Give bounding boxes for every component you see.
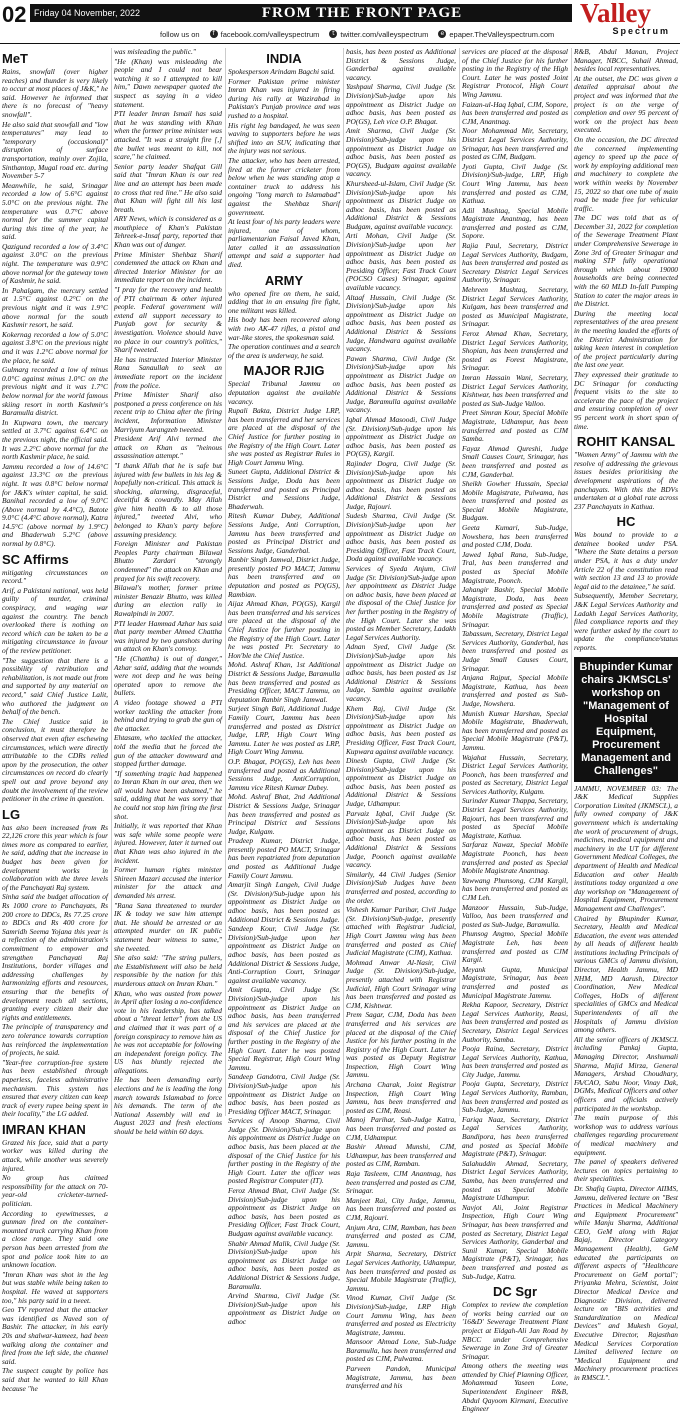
article-paragraph: Former human rights minister Shireen Mazari accused the interior minister for the attack and demanded his arrest. — [114, 865, 222, 900]
column-4 — [346, 47, 456, 1391]
article-paragraph: "Year-free corruption-free system has been established through paperless, faceless administrative mechanism. This system has ensured that every citizen can keep track of every rupee being spent in their locality," the LG added. — [2, 1057, 108, 1119]
column-5 — [462, 47, 568, 1414]
article-paragraph: The attacker, who has been arrested, fired at the former cricketer from below when he was standing atop a container truck to address his ongoing "long march to Islamabad" against the Shehbaz Sharif government. — [228, 155, 340, 217]
article-paragraph: Manzoor Hussain, Sub-Judge, Valloo, has been transferred and posted as Sub-Judge, Baramulla. — [462, 902, 568, 929]
article-paragraph: Senior party leader Shafqat Gill said that "Imran Khan is our red line and an attempt has been made to cross that red line." He also said that Khan will fight till his last breath. — [114, 161, 222, 214]
facebook-icon: f — [210, 30, 218, 38]
article-paragraph: Pawan Sharma, Civil Judge (Sr. Division)/Sub-judge upon his appointment as District Judge on adhoc basis, has been posted as Additional District & Sessions Judge, Baramulla against available vacancy. — [346, 353, 456, 415]
article-paragraph: Preet Simran Kour, Special Mobile Magistrate, Udhampur, has been transferred and posted as CJM Samba. — [462, 408, 568, 444]
article-paragraph: "I thank Allah that he is safe but injured with few bullets in his leg & hopefully non-critical. This attack is shocking, alarming, disgraceful, deceitful & cowardly. May Allah give him health & to all those injured," tweeted Alvi, who belonged to Khan's party before assuming presidency. — [114, 460, 222, 539]
article-paragraph: Khan, who was ousted from power in April after losing a no-confidence vote in his leadership, has talked about a "threat letter" from the US and claimed that it was part of a foreign conspiracy to remove him as he was not acceptable for following an independent foreign policy. The US has bluntly rejected the allegations. — [114, 988, 222, 1075]
article-paragraph: Mansoor Ahmad Lone, Sub-Judge Baramulla, has been transferred and posted as CJM, Pulwama. — [346, 1337, 456, 1364]
article-heading: HC — [616, 514, 636, 530]
article-paragraph: According to eyewitnesses, a gunman fired on the container-mounted truck carrying Khan from a close range. They said one person has been arrested from the spot and police took him to an unknown location. — [2, 1208, 108, 1270]
article-paragraph: Anjana Rajput, Special Mobile Magistrate, Kathua, has been transferred and posted as Sub-Judge, Nowshera. — [462, 673, 568, 708]
article-paragraph: Surjeet Singh Bali, Additional Judge Family Court, Jammu has been transferred and posted as District Judge, LRP, High Court Wing Jammu. Later he was posted as LRP, High Court Wing Jammu. — [228, 704, 340, 757]
article-paragraph: Amarjit Singh Langeh, Civil Judge (Sr. Division)/Sub-judge upon his appointment as District Judge on adhoc basis, has been posted as Additional District & Sessions Judge. — [228, 880, 340, 924]
column-2 — [114, 47, 222, 1137]
article-paragraph: Parveen Pandoh, Municipal Magistrate, Jammu, has been transferred and his — [346, 1364, 456, 1391]
article-paragraph: At least four of his party leaders were injured, one of whom, parliamentarian Faisal Javed Khan, later called it an assassination attempt and said a supporter had died. — [228, 217, 340, 270]
column-1 — [2, 48, 108, 1393]
article-paragraph: The operation continues and a search of the area is underway, he said. — [228, 342, 340, 360]
article-paragraph: Khem Raj, Civil Judge (Sr. Division)/Sub-judge upon his appointment as District Judge on adhoc basis, has been posted as Presiding Officer, Fast Track Court, Kupwara against available vacancy. — [346, 703, 456, 756]
article-paragraph: His body has been recovered along with two AK-47 rifles, a pistol and war-like stores, the spokesman said. — [228, 315, 340, 342]
article-paragraph: Qazigund recorded a low of 3.4°C against 3.0°C on the previous night. The temperature was 0.9°C above normal for the gateway town of Kashmir, he said. — [2, 241, 108, 286]
article-paragraph: Arti Mohan, Civil Judge (Sr. Division)/Sub-judge upon her appointment as District Judge on adhoc basis, has been posted as Presiding Officer, Fast Track Court (POCSO Cases) Srinagar, against available vacancy. — [346, 231, 456, 293]
article-paragraph: Salahuddin Ahmad, Secretary, District Legal Services Authority, Samba, has been transferred and posted as Special Mobile Magistrate Udhampur. — [462, 1158, 568, 1203]
article-paragraph: He has instructed Interior Minister Rana Sanaullah to seek an immediate report on the incident from the police. — [114, 354, 222, 390]
article-paragraph: Navjot Ali, Joint Registrar Inspection, High Court Wing Srinagar, has been transferred and posted as Secretary, District Legal Services Authority, Ganderbal and Sunil Kumar, Special Mobile Magistrate (P&T), Srinagar, has been transferred and posted as Sub-Judge, Katra. — [462, 1202, 568, 1281]
article-paragraph: "He (Khan) was misleading the people and I could not bear watching it so I attempted to kill him," Dawn newspaper quoted the suspect as saying in a video statement. — [114, 56, 222, 109]
article-paragraph: Geeta Kumari, Sub-Judge, Nowshera, has been transferred and posted CJM, Doda. — [462, 523, 568, 550]
article-paragraph: Dr. Shafiq Gupta, Director AIIMS, Jammu, delivered lecture on "Best Practices in Medical Machinery and Equipment Procurement" while Manju Sharma, Additional CEO, GeM along with Rajat Bajaj, Director Category Management (Health), GeM educated the participants on different aspects of "Healthcare Procurement on GeM portal"; Priyanka Mehra, Scientist, Joint Director Medical Device and Diagnostic Division, delivered lecture on "BIS activities and Standardization on Medical Devices" and Mukesh Goyal, Executive Director, Rajasthan Medical Services Corporation Limited delivered lecture on "Medical Equipment and Machinery procurement practices in RMSCL". — [574, 1183, 678, 1382]
column-6 — [574, 47, 678, 1382]
article-paragraph: Kokernag recorded a low of 5.0°C against 3.8°C on the previous night and it was 1.2°C above normal for the place, he said. — [2, 329, 108, 365]
article-paragraph: PTI leader Hammad Azhar has said that party member Ahmed Chattha was injured by two gunshots during an attack on Khan's convoy. — [114, 618, 222, 654]
globe-icon: e — [438, 30, 446, 38]
workshop-headline: Bhupinder Kumar chairs JKMSCLs' workshop on "Management of Hospital Equipment, Procurement Management and Challenges" — [574, 657, 678, 782]
article-paragraph: "The suggestion that there is a possibility of retribution and rehabilitation, is not made out from and supported by any material on record," said Chief Justice Lalit, who authored the judgment on behalf of the bench. — [2, 655, 108, 717]
article-paragraph: Amit Sharma, Civil Judge (Sr. Division)/Sub-judge upon his appointment as District Judge on adhoc basis, has been posted as PO(GS), Budgam against available vacancy. — [346, 126, 456, 179]
article-paragraph: During the meeting local representatives of the area present in the meeting lauded the efforts of the District Administration for taking keen interest in completion of the project particularly during the last one year. — [574, 308, 678, 370]
article-paragraph: Vishesh Kumar Parihar, Civil Judge (Sr. Division)/Sub-judge, presently attached with Registrar Judicial, High Court Jammu wing has been transferred and posted as Chief Judicial Magistrate (CJM), Kathua. — [346, 905, 456, 958]
facebook-link[interactable] — [210, 30, 320, 39]
article-paragraph: He also said that snowfall and "low temperatures" may lead to "temporary (occasional)" disruption of surface transportation, mainly over Zojila, Sinthantop, Mugal road etc. during November 5-7 — [2, 119, 108, 181]
article-paragraph: Feroz Ahmad Bhat, Civil Judge (Sr. Division)/Sub-judge upon his appointment as District Judge on adhoc basis, has been posted as Presiding Officer, Fast Track Court, Budgam against available vacancy. — [228, 1186, 340, 1238]
article-paragraph: Was bound to provide to a detainee booked under PSA. "Where the State detains a person under PSA, it has a duty under Article 22 of the constitution read with section 13 and 13 to provide legal aid to the detainee," he said. — [574, 530, 678, 591]
article-paragraph: ARY News, which is considered as a mouthpiece of Khan's Pakistan Tehreek-e-Insaf party, reported that Khan was out of danger. — [114, 214, 222, 250]
article-heading: DC Sgr — [492, 1284, 538, 1300]
article-paragraph: Prime Minister Sharif also postponed a press conference on his recent trip to China after the firing incident, Information Minister Marriyum Aurangzeb tweeted. — [114, 390, 222, 434]
article-paragraph: Sudesh Sharma, Civil Judge (Sr. Division)/Sub-judge upon her appointment as District Judge on adhoc basis, has been posted as Presiding Officer, Fast Track Court, Doda against available vacancy. — [346, 511, 456, 564]
article-paragraph: Similarly, 44 Civil Judges (Senior Division)/Sub Judges have been transferred and posted, according to the order. — [346, 869, 456, 905]
article-paragraph: mitigating circumstances on record." — [2, 567, 108, 586]
article-paragraph: Mehreen Mushtaq, Secretary, District Legal Services Authority, Kulgam, has been transferred and posted as Municipal Magistrate, Srinagar. — [462, 285, 568, 329]
masthead — [0, 0, 680, 44]
article-paragraph: Arvind Sharma, Civil Judge (Sr. Division)/Sub-judge upon his appointment as District Judge on adhoc — [228, 1291, 340, 1326]
epaper-link[interactable] — [438, 30, 554, 39]
twitter-icon: t — [329, 30, 337, 38]
article-paragraph: The Chief Justice said in conclusion, it must therefore be observed that even after eschewing circumstances, which were directly attributable to the CDRs relied upon by the prosecution, the other circumstances on record do clearly spell out and prove beyond any doubt the involvement of the review petitioner in the crime in question. — [2, 716, 108, 804]
article-paragraph: Tabassum, Secretary, District Legal Services Authority, Ganderbal, has been transferred and posted as Judge Small Causes Court, Srinagar. — [462, 629, 568, 673]
brand-logo[interactable] — [580, 0, 680, 44]
article-paragraph: The DC was told that as of December 31, 2022 for completion of the Sewerage Treatment Plant under Comprehensive Sewerage in Zone 3rd of Greater Srinagar and making STP fully operational through which about 19000 households are being connected with the 60 MLD In-fall Pumping Station to cater the major areas in the District. — [574, 213, 678, 309]
article-paragraph: They expressed their gratitude to DC Srinagar for conducting frequent visits to the site to accelerate the pace of the project and ensuring completion of over 95 percent work in short span of time. — [574, 369, 678, 431]
article-heading: LG — [2, 806, 21, 822]
article-paragraph: Pooja Gupta, Secretary, District Legal Services Authority, Ramban, has been transferred and posted as Sub-Judge, Jammu. — [462, 1079, 568, 1115]
article-paragraph: Noor Mohammad Mir, Secretary, District Legal Services Authority, Srinagar, has been transferred and posted as CJM, Budgam. — [462, 126, 568, 162]
article-paragraph: Yawwang Phunsong, CJM Kargil, has been transferred and posted as CJM Leh. — [462, 875, 568, 902]
article-paragraph: "If something tragic had happened to Imran Khan in our area, then we all would have been ashamed," he said, adding that he was sorry that he could not stop him firing the first shot. — [114, 768, 222, 821]
article-paragraph: Faizan-ul-Haq Iqbal, CJM, Sopore, has been transferred and posted as CJM, Anantnag. — [462, 99, 568, 126]
article-paragraph: Gulmarg recorded a low of minus 0.0°C against minus 1.0°C on the previous night and it was 1.7°C below normal for the world famous skiing resort in north Kashmir's Baramulla district. — [2, 365, 108, 418]
article-paragraph: Subsequently, Member Secretary, J&K Legal Services Authority and Ladakh Legal Services Authority, filed compliance reports and they were further asked by the court to update the compliance/status reports. — [574, 591, 678, 652]
article-paragraph: Mohd. Ashraf Bhat, 2nd Additional District & Sessions Judge, Srinagar has been transferred and posted as Principal District and Sessions Judge, Kulgam. — [228, 792, 340, 836]
twitter-url: twitter.com/valleyspectrum — [340, 29, 429, 39]
article-paragraph: The principle of transparency and zero tolerance towards corruption has reinforced the implementation of projects, he said. — [2, 1022, 108, 1058]
article-paragraph: Jammu recorded a low of 14.6°C against 13.3°C on the previous night. It was 0.8°C below normal for J&K's winter capital, he said. Banihal recorded a low of 9.0°C (Above normal by 4.4°C), Batote 9.0°C (4.4°C above normal), Katra 14.5°C (above normal by 1.9°C) and Bhaderwah 5.2°C (above normal by 0.8°C). — [2, 461, 108, 549]
article-paragraph: Pooja Raina, Secretary, District Legal Services Authority, Kathua, has been transferred and posted as City Judge, Jammu. — [462, 1044, 568, 1079]
article-paragraph: Complex to review the completion of works being carried out on '16&D' Sewerage Treatment Plant project at Eidgah-Ali Jan Road by NBCC under Comprehensive Sewerage in Zone 3rd of Greater Srinagar. — [462, 1300, 568, 1361]
article-paragraph: Ritesh Kumar Dubey, Additional Sessions Judge, Anti Corruption, Jammu has been transferred and posted as Principal District and Sessions Judge, Ganderbal. — [228, 511, 340, 555]
article-paragraph: Fayaz Ahmad Qureshi, Judge Small Causes Court, Srinagar, has been transferred and posted as CJM, Ganderbal. — [462, 443, 568, 479]
article-paragraph: basis, has been posted as Additional District & Sessions Judge, Ganderbal against available vacancy. — [346, 47, 456, 82]
article-paragraph: Yashpaul Sharma, Civil Judge (Sr. Division)/Sub-judge upon his appointment as District Judge on adhoc basis, has been posted as PO(GS), Leh vice O.P. Bhagat. — [346, 82, 456, 126]
article-paragraph: Fariqa Naaz, Secretary, District Legal Services Authority, Bandipora, has been transferred and posted as Special Mobile Magistrate (P&T), Srinagar. — [462, 1114, 568, 1159]
article-paragraph: Services of Syeda Anjum, Civil Judge (Sr. Division)/Sub-judge upon her appointment as District Judge on adhoc basis, have been placed at the disposal of the Chief Justice for her further posting in the Registry of the High Court. Later she was posted as Member Secretary, Ladakh Legal Services Authority. — [346, 564, 456, 642]
article-paragraph: Bashir Ahmad Munshi, CJM, Udhampur, has been transferred and posted as CJM, Ramban. — [346, 1142, 456, 1169]
article-paragraph: Munish Kumar Harshan, Special Mobile Magistrate, Bhaderwah, has been transferred and posted as Special Mobile Magistrate (P&T), Jammu. — [462, 708, 568, 752]
article-paragraph: "I pray for the recovery and health of PTI chairman & other injured people. Federal government will extend all support necessary to Punjab govt for security & investigation. Violence should have no place in our country's politics," Sharif tweeted. — [114, 285, 222, 355]
article-paragraph: has also been increased from Rs 22,126 crore this year which is four times more as compared to earlier, he said, adding that the increase in budget has been given for development works in collaboration with the three levels of the Panchayati Raj system. — [2, 822, 108, 892]
article-paragraph: Khursheed-ul-Islam, Civil Judge (Sr. Division)/Sub-judge upon his appointment as District Judge on adhoc basis, has been posted as Additional District & Sessions Budgam, against available vacancy. — [346, 178, 456, 231]
article-paragraph: Feroz Ahmad Khan, Secretary, District Legal Services Authority, Shopian, has been transferred and posted as Forest Magistrate, Srinagar. — [462, 329, 568, 373]
article-paragraph: Vinod Kumar, Civil Judge (Sr. Division)/Sub-judge, LRP High Court Jammu Wing, has been transferred and posted as Electricity Magistrate, Jammu. — [346, 1293, 456, 1337]
article-paragraph: Adnan Syed, Civil Judge (Sr. Division)/Sub-judge upon his appointment as District Judge on adhoc basis, has been posted as 1st Additional District & Sessions Judge, Sambla against available vacancy. — [346, 642, 456, 703]
article-paragraph: His right leg bandaged, he was seen waving to supporters before he was shifted into an SUV, indicating that the injury was not serious. — [228, 120, 340, 156]
article-paragraph: PTI leader Imran Ismail has said that he was standing with Khan when the former prime minister was attacked. "It was a straight fire [,] the bullet was meant to kill, not scare," he claimed. — [114, 109, 222, 162]
article-paragraph: Chaired by Bhupinder Kumar, Secretary, Health and Medical Education, the event was attended by all heads of different health institutions including Principals of various GMCs of Jammu division, Director, Health Jammu, MD NHM, MD Aarush, Director Coordination, New Medical Colleges, HoDs of different specialities of GMCs and Medical Superintendents of all the Hospitals of Jammu division among others. — [574, 913, 678, 1035]
column-divider — [571, 48, 572, 1116]
article-heading: SC Affirms — [2, 551, 69, 567]
article-paragraph: At the outset, the DC was given a detailed appraisal about the project and was informed that the project is on the verge of completion and over 95 percent of work on the project has been executed. — [574, 73, 678, 135]
article-paragraph: Bilawal's mother, former prime minister Benazir Bhutto, was killed during an election rally in Rawalpindi in 2007. — [114, 583, 222, 618]
article-paragraph: Imran Hassain Wani, Secretary, District Legal Services Authority, Kishtwar, has been transferred and posted as Sub-Judge Valloo. — [462, 372, 568, 408]
article-paragraph: Rajinder Dogra, Civil Judge (Sr. Division)/Sub-judge upon his appointment as District Judge on adhoc basis, has been posted as Additional District & Sessions Judge, Rajouri. — [346, 458, 456, 511]
article-paragraph: Sandeep Gandotra, Civil Judge (Sr. Division)/Sub-judge upon his appointment as District Judge on adhoc basis, has been posted as Presiding Officer MACT, Srinagar. — [228, 1072, 340, 1116]
article-paragraph: She also said: "The string pullers, the Establishment will also be held responsible by the nation for this murderous attack on Imran Khan." — [114, 953, 222, 988]
article-paragraph: Wajahat Hussain, Secretary, District Legal Services Authority, Poonch, has been transferred and posted as Secretary, District Legal Services Authority, Kulgam. — [462, 752, 568, 796]
article-paragraph: Iqbal Ahmad Masoodi, Civil Judge (Sr. Division)/Sub-judge upon his appointment as District Judge on adhoc basis, has been posted as PO(GS), Kargil. — [346, 414, 456, 459]
article-paragraph: "Imran Khan was shot in the leg but was stable while being taken to hospital. He waved at supporters too," his party said in a tweet. — [2, 1269, 108, 1305]
article-paragraph: Anjum Ara, CJM, Ramban, has been transferred and posted as CJM, Jammu. — [346, 1222, 456, 1249]
article-paragraph: In Kupwara town, the mercury settled at 3.7°C against 6.4°C on the previous night, the official said. It was 2.2°C above normal for the north Kashmir place, he said. — [2, 417, 108, 462]
article-paragraph: Prime Minister Shehbaz Sharif condemned the attack on Khan and directed Interior Minister for an immediate report on the incident. — [114, 249, 222, 285]
article-paragraph: Surinder Kumar Thappa, Secretary, District Legal Services Authority, Rajouri, has been transferred and posted as Special Mobile Magistrate, Kathua. — [462, 796, 568, 840]
article-paragraph: Sinha said the budget allocation of Rs 1000 crore to Panchayats, Rs 200 crore to DDCs, Rs 77.25 crore to BDCs and Rs 400 crore for Samridh Seema Yojana this year is a reflection of the administration's commitment to empower and strengthen Panchayati Raj Institutions, border villages and addressing challenges by harmonizing efforts and resources, ensuring that the benefits of development reach all sections, granting every citizen their due rights and entitlements. — [2, 892, 108, 1022]
article-paragraph: Pradeep Kumar, District Judge, presently posted PO MACT, Srinagar has been repatriated from deputation and posted as Additional Judge Family Court Jammu. — [228, 836, 340, 880]
article-paragraph: Phunsog Angmo, Special Mobile Magistrate Leh, has been transferred and posted as CJM Kargil. — [462, 929, 568, 965]
column-3 — [228, 48, 340, 1326]
article-paragraph: President Arif Alvi termed the attack on Khan as "heinous assassination attempt." — [114, 434, 222, 461]
article-heading: IMRAN KHAN — [2, 1121, 86, 1137]
article-paragraph: "Women Army" of Jammu with the resolve of addressing the grievous issues besides prioritising the development aspirations of the panchayats. With this the BDVs undertaken at a global rate across 237 Panchayats in Kathua. — [574, 450, 678, 511]
follow-label: follow us on — [160, 29, 200, 39]
facebook-url: facebook.com/valleyspectrum — [220, 29, 320, 39]
article-paragraph: Former Pakistan prime minister Imran Khan was injured in firing during his rally at Wazirabad in Pakistan's Punjab province and was rushed to a hospital. — [228, 76, 340, 120]
article-paragraph: Among others the meeting was attended by Chief Planning Officer, Mohammad Yaseen Lone, Superintendent Engineer R&B, Abdul Qayoom Kirmani, Executive Engineer — [462, 1361, 568, 1414]
article-paragraph: Rupali Bakta, District Judge LRP, has been transferred and her services are placed at the disposal of the Chief Justice for further posting in the Registry of the High Court. Later she was posted as Registrar Rules in High Court Jammu Wing. — [228, 406, 340, 467]
article-paragraph: Sandeep Kour, Civil Judge (Sr. Division)/Sub-judge upon her appointment as District Judge on adhoc basis, has been posted as Additional District & Sessions Judge, Anti-Corruption Court, Srinagar against available vacancy. — [228, 924, 340, 985]
article-paragraph: A video footage showed a PTI worker tackling the attacker from behind and trying to grab the gun of the attacker. — [114, 697, 222, 733]
twitter-link[interactable] — [329, 30, 428, 39]
article-paragraph: The panel of speakers delivered lectures on topics pertaining to their specialities. — [574, 1157, 678, 1184]
article-paragraph: Adil Mushtaq, Special Mobile Magistrate Anantnag, has been transferred and posted as CJM, Sopore. — [462, 205, 568, 241]
article-paragraph: "Rana Sana threatened to murder IK & today we saw him attempt that. He should be arrested or an attempted murder on IK public statement bear witness to same," she tweeted. — [114, 900, 222, 953]
article-paragraph: services are placed at the disposal of the Chief Justice for his further posting in the Registry of the High Court. Later he was posted Joint Registrar Protocol, High Court Wing Jammu. — [462, 47, 568, 99]
article-paragraph: Initially, it was reported that Khan was safe while some people were injured. However, later it turned out that Khan was also injured in the incident. — [114, 821, 222, 865]
article-paragraph: Rains, snowfall (over higher reaches) and thunder is very likely to occur at most places of J&K," he said. However he informed that there is no forecast of "heavy snowfall". — [2, 67, 108, 119]
article-paragraph: Mohmad Anwar Al-Nasir, Civil Judge (Sr. Division)/Sub-judge, presently attached with Registrar Judicial, High Court Srinagar wing has been transferred and posted as CJM, Kishtwar. — [346, 957, 456, 1010]
article-paragraph: Meanwhile, he said, Srinagar recorded a low of 5.6°C against 5.0°C on the previous night. The temperature was 0.7°C above normal for the summer capital during this time of the year, he said. — [2, 180, 108, 242]
article-paragraph: Altaaf Hussain, Civil Judge (Sr. Division)/Sub-judge upon his appointment as District Judge on adhoc basis, has been posted as Additional District & Sessions Judge, Handwara against available vacancy. — [346, 292, 456, 354]
article-paragraph: Geo TV reported that the attacker was identified as Naved son of Bashir. The attacker, in his early 20s and shalwar-kameez, had been walking along the container and fired from the left side, the channel said. — [2, 1305, 108, 1366]
article-paragraph: Parvaiz Iqbal, Civil Judge (Sr. Division)/Sub-judge upon his appointment as District Judge on adhoc basis, has been posted as Additional District & Sessions Judge, Poonch against available vacancy. — [346, 808, 456, 870]
masthead-rule — [0, 43, 680, 44]
article-paragraph: was misleading the public." — [114, 47, 196, 56]
article-paragraph: "He (Chattha) is out of danger," Azhar said, adding that the wounds were not deep and he was being operated upon to remove the bullets. — [114, 653, 222, 698]
article-paragraph: Arif, a Pakistani national, was held guilty of murder, criminal conspiracy, and waging war against the country. The bench overlooked there is nothing on record which can be taken to be a mitigating circumstance in favour of the review petitioner. — [2, 585, 108, 655]
article-paragraph: All the senior officers of JKMSCL including Pankaj Gupta, Managing Director, Anshumali Sharma, Majid Mirza, General Managers, Arshad Choudhary, FA/CAO, Sabu Noor, Vinay Dak, DGMs, Medical Officers and other officers and officials actively participated in the workshop. — [574, 1034, 678, 1113]
article-heading: MAJOR RJIG — [243, 363, 325, 379]
article-paragraph: Rekha Kapoor, Secretary, District Legal Services Authority, Reasi, has been transferred and posted as Secretary, District Legal Services Authority, Samba. — [462, 1000, 568, 1044]
article-paragraph: Sheikh Gowher Hussain, Special Mobile Magistrate, Pulwama, has been transferred and posted as Special Mobile Magistrate, Budgam. — [462, 479, 568, 523]
date-bar: Friday 04 November, 2022 — [30, 4, 156, 22]
article-paragraph: Suneet Gupta, Additional District & Sessions Judge, Doda has been transferred and posted as Principal District and Sessions Judge, Bhaderwah. — [228, 467, 340, 511]
article-paragraph: R&B, Abdul Manan, Project Manager, NBCC, Suhail Ahmad, besides local representatives. — [574, 47, 678, 74]
article-paragraph: Shabir Ahmad Malik, Civil Judge (Sr. Division)/Sub-judge upon his appointment as District Judge on adhoc basis, has been posted as Additional District & Sessions Judge, Baramulla. — [228, 1238, 340, 1291]
epaper-url: epaper.TheValleyspectrum.com — [449, 29, 555, 39]
logo-text: Valley — [580, 0, 652, 28]
section-banner: FROM THE FRONT PAGE — [152, 4, 572, 22]
article-paragraph: The suspect caught by police has said that he wanted to kill Khan because "he — [2, 1366, 108, 1393]
article-paragraph: On the occasion, the DC directed the concerned implementing agency to speed up the pace of work by employing additional men and machinery to complete the work within weeks by November 15, 2022 so that one tube of main road be made free for vehicular traffic. — [574, 134, 678, 213]
article-heading: INDIA — [266, 51, 302, 66]
article-paragraph: The main purpose of this workshop was to address various challenges regarding procurement of medical machinery and equipment. — [574, 1113, 678, 1157]
page-number: 02 — [2, 2, 27, 27]
article-heading: MeT — [2, 51, 28, 66]
article-paragraph: Services of Anoop Sharma, Civil Judge (Sr. Division)/Sub-judge upon his appointment as District Judge on adhoc basis, has been placed at the disposal of the Chief Justice for his further posting in the Registry of the High Court. Later the officer was posted Registrar Computer (IT). — [228, 1116, 340, 1186]
article-paragraph: Aijaz Ahmad Khan, PO(GS), Kargil has been transferred and his services are placed at the disposal of the Chief Justice for further posting in the Registry of the High Court. Later he was posted Pr. Secretary to Hon'ble the Chief Justice. — [228, 599, 340, 660]
article-paragraph: O.P. Bhagat, PO(GS), Leh has been transferred and posted as Additional Sessions Judge, AntiCorruption, Jammu vice Ritesh Kumar Dubey. — [228, 756, 340, 792]
article-heading: ROHIT KANSAL — [576, 434, 676, 450]
article-paragraph: Manjeet Rai, City Judge, Jammu, has been transferred and posted as CJM, Rajouri. — [346, 1195, 456, 1222]
article-paragraph: Foreign Minister and Pakistan Peoples Party chairman Bilawal Bhutto Zardari "strongly condemned" the attack on Khan and prayed for his swift recovery. — [114, 539, 222, 583]
article-paragraph: Meyank Gupta, Municipal Magistrate, Srinagar, has been transferred and posted as Municipal Magistrate Jammu. — [462, 964, 568, 1000]
article-paragraph: Jawed Iqbal Rana, Sub-Judge, Tral, has been transferred and posted as Special Mobile Magistrate, Poonch. — [462, 549, 568, 585]
article-paragraph: Amit Gupta, Civil Judge (Sr. Division)/Sub-judge upon his appointment as District Judge on adhoc basis, has been transferred and his services are placed at the disposal of the Chief Justice for further posting in the Registry of the High Court. Later he was posted Special Registrar, High Court Wing Jammu. — [228, 985, 340, 1072]
article-paragraph: He has been demanding early elections and he is leading the long march towards Islamabad to force his demands. The term of the National Assembly will end in August 2023 and fresh elections should be held within 60 days. — [114, 1075, 222, 1137]
article-paragraph: who opened fire on them, he said, adding that in an ensuing fire fight, one militant was killed. — [228, 288, 340, 315]
article-paragraph: Ehtasam, who tackled the attacker, told the media that he forced the gun of the attacker downward and stopped further damage. — [114, 733, 222, 769]
column-divider — [111, 48, 112, 1116]
article-paragraph: Dinesh Gupta, Civil Judge (Sr. Division)/Sub-judge upon his appointment as District Judge on adhoc basis, has been posted as Additional District & Sessions Judge, Udhampur. — [346, 756, 456, 809]
article-paragraph: Sarfaraz Nawaz, Special Mobile Magistrate Poonch, has been transferred and posted as Special Mobile Magistrate Anantnag. — [462, 840, 568, 876]
article-paragraph: Archana Charak, Joint Registrar Inspection, High Court Wing Jammu, has been transferred and posted as CJM, Reasi. — [346, 1080, 456, 1115]
column-divider — [225, 48, 226, 1116]
article-paragraph: No group has claimed responsibility for the attack on 70-year-old cricketer-turned-politician. — [2, 1173, 108, 1209]
article-paragraph: Raja Tasleem, CJM Anantnag, has been transferred and posted as CJM, Srinagar. — [346, 1169, 456, 1196]
article-paragraph: In Pahalgam, the mercury settled at 1.5°C against 0.2°C on the previous night and it was 1.9°C above normal for the south Kashmir resort, he said. — [2, 285, 108, 330]
social-links — [160, 27, 580, 41]
article-paragraph: Special Tribunal Jammu on deputation against the available vacancy. — [228, 379, 340, 406]
logo-subtext: Spectrum — [612, 26, 670, 36]
article-paragraph: Mohd. Ashraf Khan, 1st Additional District & Sessions Judge, Baramulla has been transferred and posted as Presiding Officer, MACT Jammu, on deputation Ranbir Singh Jamwal. — [228, 660, 340, 704]
column-divider — [459, 48, 460, 1116]
article-paragraph: Rajia Paul, Secretary, District Legal Services Authority, Budgam, has been transferred and posted as Secretary District Legal Services Authority, Srinagar. — [462, 241, 568, 285]
article-paragraph: Manoj Parihar, Sub-Judge Katra, has been transferred and posted as CJM, Udhampur. — [346, 1115, 456, 1142]
column-divider — [343, 48, 344, 1116]
article-paragraph: JAMMU, NOVEMBER 03: The J&K Medical Supplies Corporation Limited (JKMSCL), a fully owned company of J&K government which is undertaking the work of procurement of drugs, medicines, medical equipment and machinery in the UT for different Government Medical Colleges, the department of Health and Medical Education and other Health institutions today organized a one day workshop on "Management of Hospital Equipment, Procurement Management and Challenges". — [574, 783, 678, 913]
article-heading: ARMY — [264, 272, 304, 288]
article-paragraph: Arpit Sharma, Secretary, District Legal Services Authority, Udhampur, has been transferred and posted as Special Mobile Magistrate (Traffic), Jammu. — [346, 1249, 456, 1293]
article-paragraph: Jyoti Gupta, Civil Judge (Sr. Division)/Sub-judge, LRP, High Court Wing Jammu, has been transferred and posted as CJM, Kathua. — [462, 161, 568, 206]
article-paragraph: Ranbir Singh Jamwal, District Judge, presently posted PO MACT, Jammu has been transferred and on deputation and posted as PO(GS), Rambian. — [228, 555, 340, 599]
article-paragraph: Jahangir Bashir, Special Mobile Magistrate, Doda, has been transferred and posted as Special Mobile Magistrate (Traffic), Srinagar. — [462, 585, 568, 629]
article-paragraph: Prem Sagar, CJM, Doda has been transferred and his services are placed at the disposal of the Chief Justice for his further posting in the Registry of the High Court. Later he was posted as Deputy Registrar Inspection, High Court Wing Jammu. — [346, 1010, 456, 1080]
article-paragraph: Grazed his face, said that a party worker was killed during the attack, while another was severely injured. — [2, 1137, 108, 1173]
article-paragraph: Spokesperson Arindam Bagchi said. — [228, 67, 336, 76]
